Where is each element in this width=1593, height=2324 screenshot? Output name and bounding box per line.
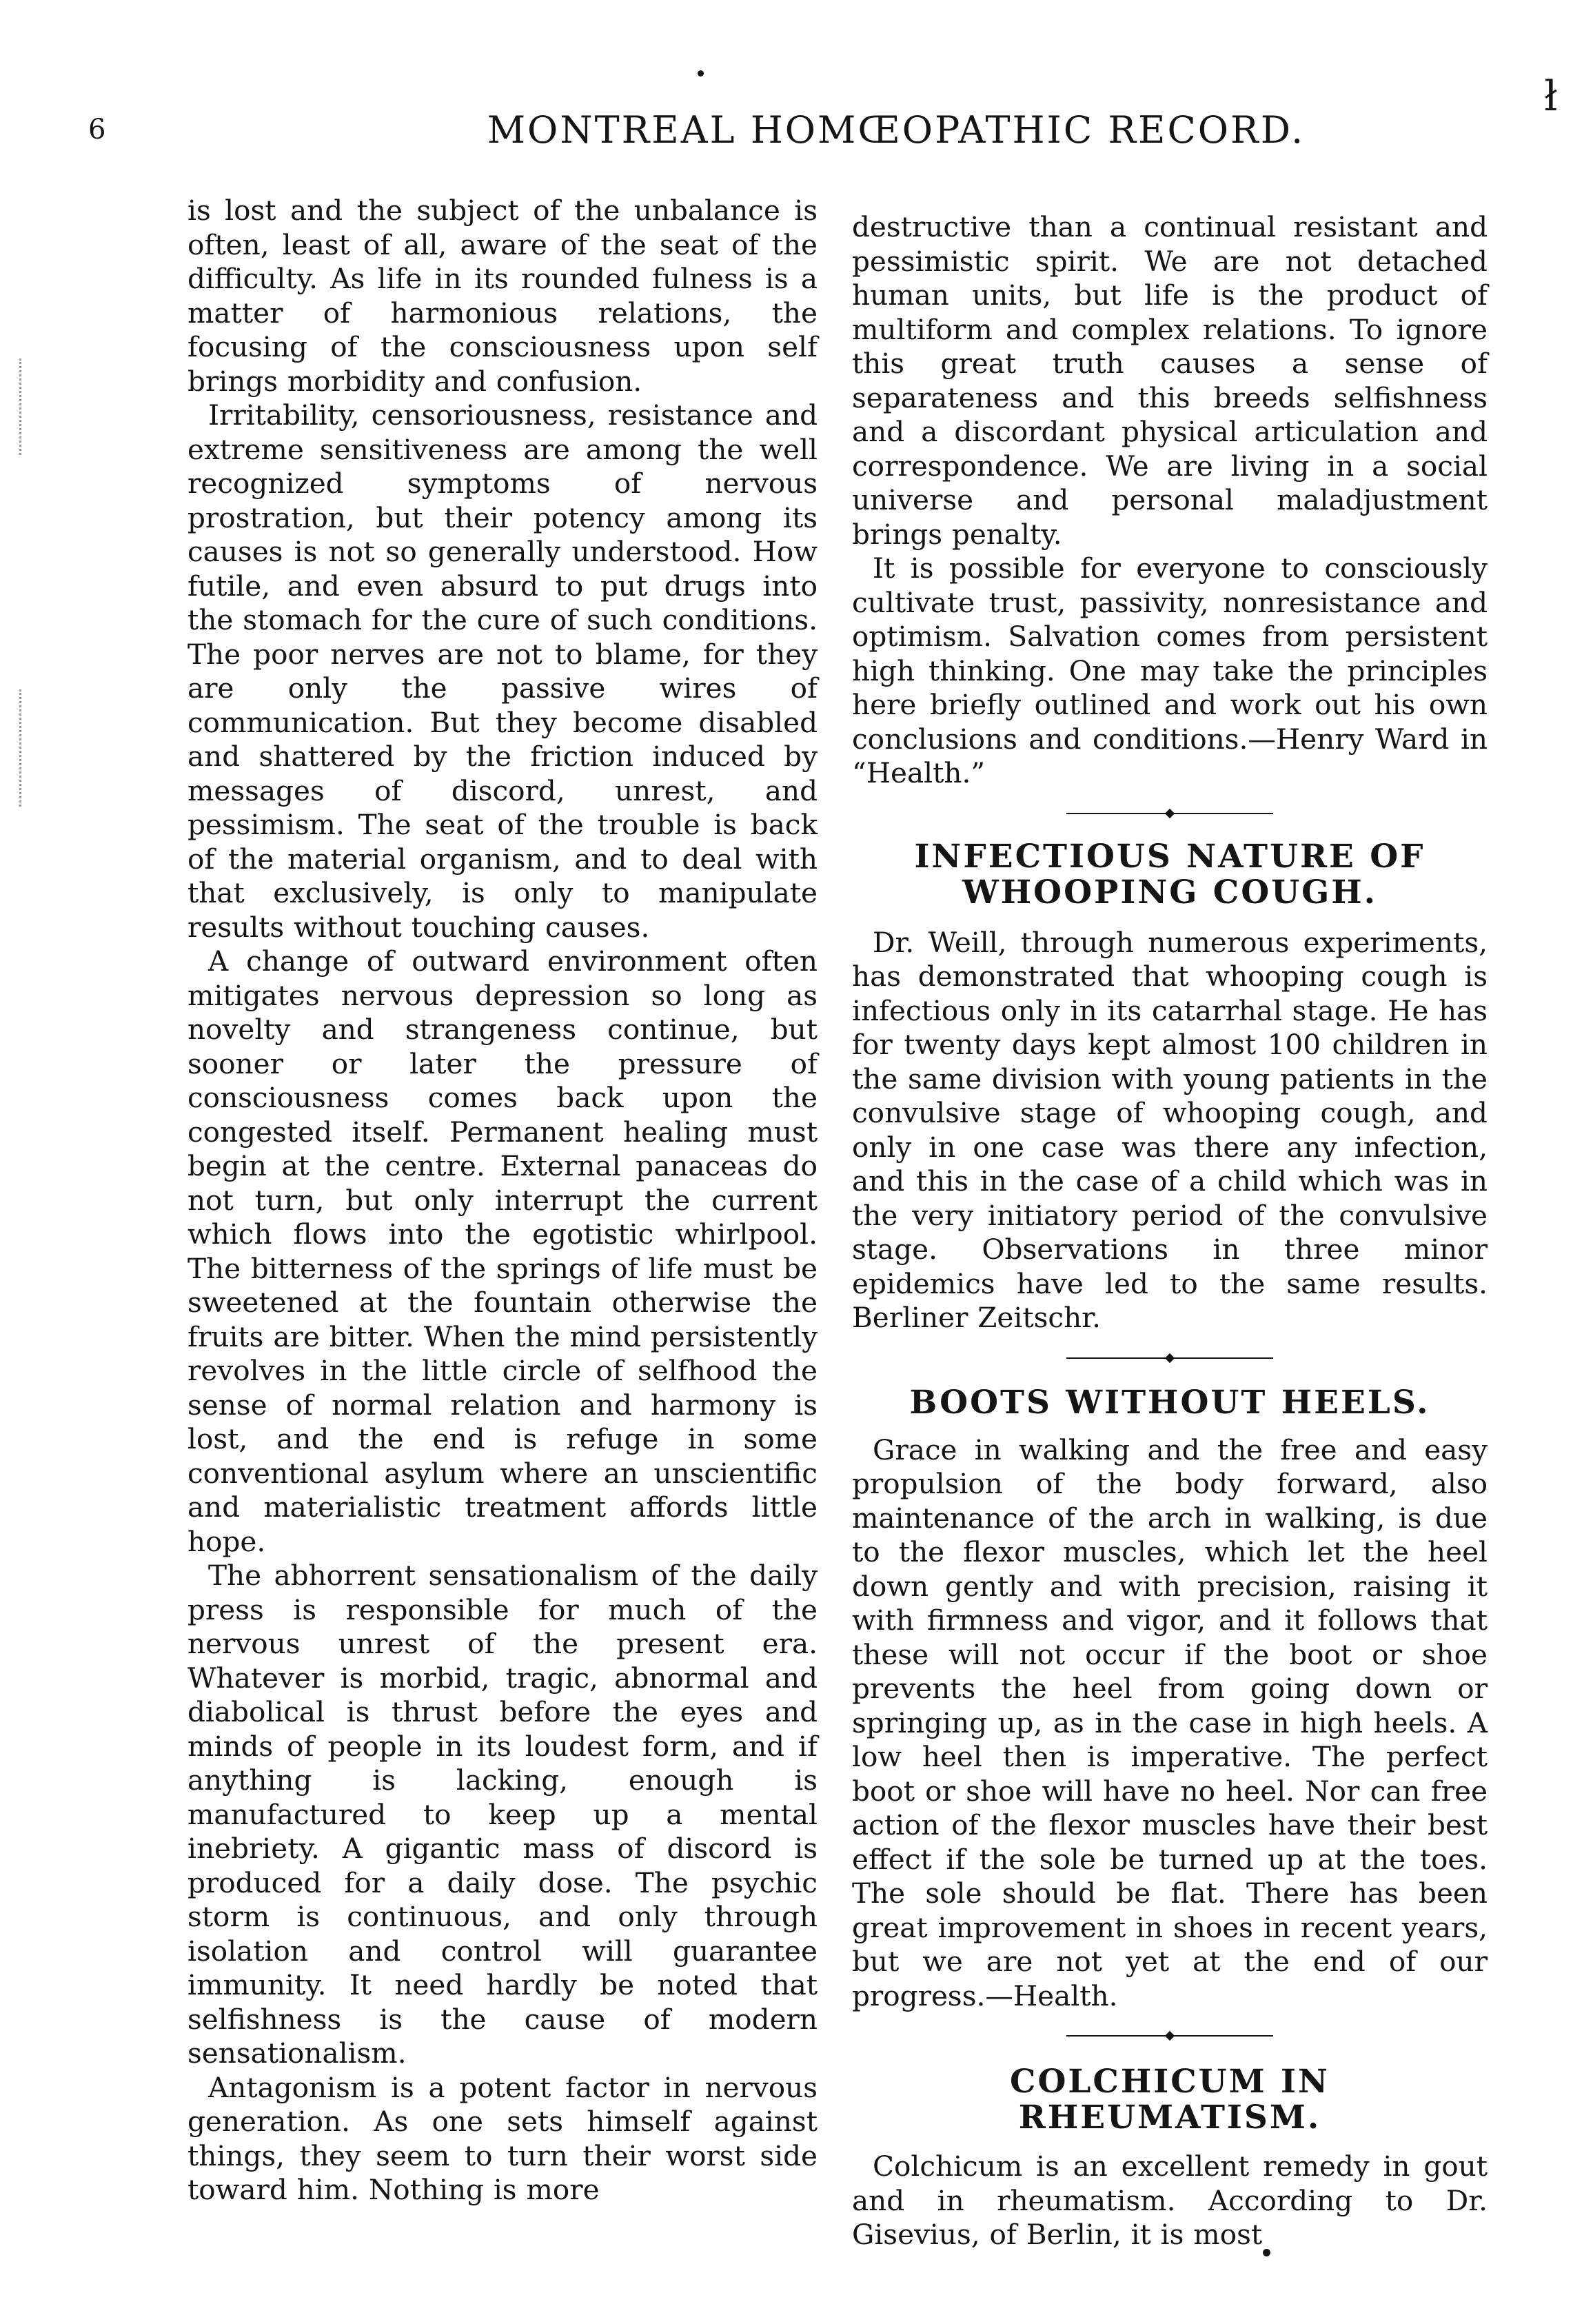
paragraph: is lost and the subject of the unbalance is often, least of all, aware of the seat of the difficulty. As life in its rounded fulness is a matter of harmonious relations, the focusing of the consciousness upon self brings morbidity and confusion. <box>187 194 818 398</box>
article-title-boots: BOOTS WITHOUT HEELS. <box>909 1383 1430 1422</box>
article-title-whooping-cough: INFECTIOUS NATURE OF WHOOPING COUGH. <box>914 837 1425 911</box>
right-column <box>852 210 1488 2252</box>
section-rule <box>1066 1356 1273 1360</box>
running-head: MONTREAL HOMŒOPATHIC RECORD. <box>487 108 1306 152</box>
corner-mark: ł <box>1544 72 1558 121</box>
binding-edge-marks <box>19 689 24 807</box>
page-number: 6 <box>88 114 106 145</box>
paragraph: A change of outward environment often mitigates nervous depression so long as novelty and strangeness continue, but sooner or later the pressure of consciousness comes back upon the congested itself. Permanent healing must begin at the centre. External panaceas do not turn, but only interrupt the current which flows into the egotistic whirlpool. The bitterness of the springs of life must be sweetened at the fountain otherwise the fruits are bitter. When the mind persistently revolves in the little circle of selfhood the sense of normal relation and harmony is lost, and the end is refuge in some conventional asylum where an unscientific and materialistic treatment affords little hope. <box>187 944 818 1558</box>
article-body-whooping-cough: Dr. Weill, through numerous experiments, has demonstrated that whooping cough is infectious only in its catarrhal stage. He has for twenty days kept almost 100 children in the same division with young patients in the convulsive stage of whooping cough, and only in one case was there any infection, and this in the case of a child which was in the very initiatory period of the convulsive stage. Observations in three minor epidemics have led to the same results. Berliner Zeitschr. <box>852 925 1488 1334</box>
binding-edge-marks <box>19 358 24 455</box>
paragraph: Irritability, censoriousness, resistance and extreme sensitiveness are among the well recognized symptoms of nervous prostration, but their potency among its causes is not so generally understood. How futile, and even absurd to put drugs into the stomach for the cure of such conditions. The poor nerves are not to blame, for they are only the passive wires of communication. But they become disabled and shattered by the friction induced by messages of discord, unrest, and pessimism. The seat of the trouble is back of the material organism, and to deal with that exclusively, is only to manipulate results without touching causes. <box>187 398 818 944</box>
section-rule <box>1066 2034 1273 2038</box>
paragraph: Antagonism is a potent factor in nervous generation. As one sets himself against things, they seem to turn their worst side toward him. Nothing is more <box>187 2070 818 2206</box>
speck <box>698 70 704 77</box>
article-body-boots: Grace in walking and the free and easy propulsion of the body forward, also maintenance of the arch in walking, is due to the flexor muscles, which let the heel down gently and with precision, raising it with firmness and vigor, and it follows that these will not occur if the boot or shoe prevents the heel from going down or springing up, as in the case in high heels. A low heel then is imperative. The perfect boot or shoe will have no heel. Nor can free action of the flexor muscles have their best effect if the sole be turned up at the toes. The sole should be flat. There has been great improvement in shoes in recent years, but we are not yet at the end of our progress.—Health. <box>852 1433 1488 2012</box>
article-title-colchicum: COLCHICUM IN RHEUMATISM. <box>1010 2063 1330 2136</box>
left-column <box>187 194 818 2207</box>
paragraph: The abhorrent sensationalism of the daily press is responsible for much of the nervous unrest of the present era. Whatever is morbid, tragic, abnormal and diabolical is thrust before the eyes and minds of people in its loudest form, and if anything is lacking, enough is manufactured to keep up a mental inebriety. A gigantic mass of discord is produced for a daily dose. The psychic storm is continuous, and only through isolation and control will guarantee immunity. It need hardly be noted that selfishness is the cause of modern sensationalism. <box>187 1559 818 2070</box>
article-body-colchicum: Colchicum is an excellent remedy in gout and in rheumatism. According to Dr. Gisevius, of Berlin, it is most <box>852 2150 1488 2251</box>
paragraph: destructive than a continual resistant and pessimistic spirit. We are not detached human units, but life is the product of multiform and complex relations. To ignore this great truth causes a sense of separateness and this breeds selfishness and a discordant physical articulation and correspondence. We are living in a social universe and personal maladjustment brings penalty. <box>852 210 1488 551</box>
section-rule <box>1066 811 1273 816</box>
paragraph: It is possible for everyone to consciously cultivate trust, passivity, nonresistance and optimism. Salvation comes from persistent high thinking. One may take the principles here briefly outlined and work out his own conclusions and conditions.—Henry Ward in “Health.” <box>852 552 1488 789</box>
